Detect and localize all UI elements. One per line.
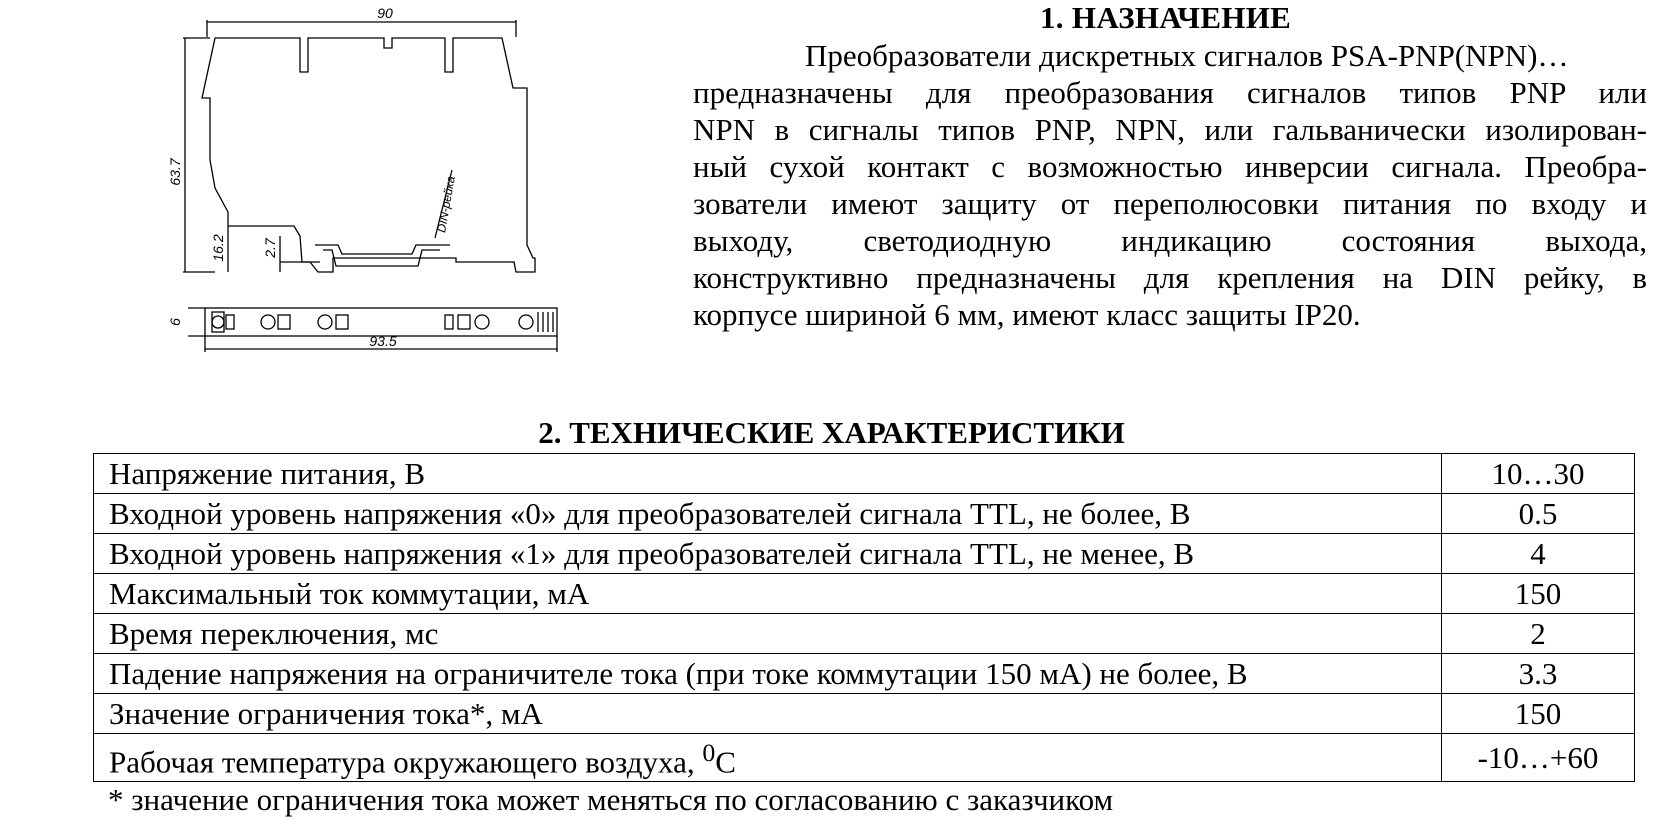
value-cell: 150 — [1442, 574, 1635, 614]
table-row — [94, 534, 1635, 574]
device-dimension-drawing — [160, 0, 610, 360]
value-cell: -10…+60 — [1442, 734, 1635, 782]
table-row — [94, 734, 1635, 782]
paragraph-line: выходу, светодиодную индикацию состояния выхода, — [693, 223, 1647, 258]
param-cell: Время переключения, мс — [94, 614, 1442, 654]
terminal — [226, 315, 234, 329]
value-cell: 2 — [1442, 614, 1635, 654]
side-view-body — [205, 308, 557, 336]
screw — [475, 315, 489, 329]
degree-sup: 0 — [702, 738, 716, 767]
param-cell: Входной уровень напряжения «0» для преобразователей сигнала TTL, не более, В — [94, 494, 1442, 534]
dim-height-label: 63.7 — [167, 158, 183, 186]
screw — [261, 315, 275, 329]
paragraph-line: предназначены для преобразования сигналов типов PNP или — [693, 75, 1647, 110]
value-cell: 3.3 — [1442, 654, 1635, 694]
param-text: Рабочая температура окружающего воздуха, — [109, 744, 703, 780]
value-cell: 10…30 — [1442, 454, 1635, 494]
dim-lower-label: 16.2 — [210, 234, 226, 262]
table-row — [94, 654, 1635, 694]
param-cell: Значение ограничения тока*, мА — [94, 694, 1442, 734]
table-row — [94, 574, 1635, 614]
din-rail-outline — [315, 245, 450, 266]
param-cell: Входной уровень напряжения «1» для преобразователей сигнала TTL, не менее, В — [94, 534, 1442, 574]
screw — [318, 315, 332, 329]
paragraph-line: Преобразователи дискретных сигналов PSA-PNP(NPN)… — [805, 38, 1569, 73]
section2-title: 2. ТЕХНИЧЕСКИЕ ХАРАКТЕРИСТИКИ — [538, 415, 1125, 450]
param-cell: Напряжение питания, В — [94, 454, 1442, 494]
param-cell: Максимальный ток коммутации, мА — [94, 574, 1442, 614]
dim-width-label: 90 — [377, 5, 393, 21]
specs-table — [93, 453, 1635, 782]
section1-title: 1. НАЗНАЧЕНИЕ — [1040, 0, 1292, 35]
paragraph-line: корпусе шириной 6 мм, имеют класс защиты IP20. — [693, 297, 1361, 332]
drawing-svg — [160, 0, 610, 360]
paragraph-line: ный сухой контакт с возможностью инверсии сигнала. Преобра- — [693, 149, 1647, 184]
param-cell: Падение напряжения на ограничителе тока (при токе коммутации 150 мА) не более, В — [94, 654, 1442, 694]
dim-thickness-label: 6 — [167, 318, 183, 326]
terminal — [278, 315, 290, 329]
screw — [212, 316, 224, 328]
value-cell: 4 — [1442, 534, 1635, 574]
dim-length-label: 93.5 — [369, 333, 397, 349]
footnote: * значение ограничения тока может меняться по согласованию с заказчиком — [108, 782, 1114, 817]
dim-rail-label: 2.7 — [262, 238, 278, 258]
table-row — [94, 454, 1635, 494]
terminal — [458, 315, 470, 329]
param-cell — [94, 734, 1442, 782]
terminal — [445, 315, 453, 329]
terminal — [336, 315, 348, 329]
housing-outline — [202, 38, 535, 272]
paragraph-line: NPN в сигналы типов PNP, NPN, или гальванически изолирован- — [693, 112, 1647, 147]
paragraph-line: зователи имеют защиту от переполюсовки питания по входу и — [693, 186, 1647, 221]
terminal — [212, 312, 224, 332]
value-cell: 0.5 — [1442, 494, 1635, 534]
paragraph-line: конструктивно предназначены для крепления на DIN рейку, в — [693, 260, 1647, 295]
din-rail-label: DIN-рейка — [434, 175, 458, 234]
section1-paragraph — [693, 37, 1647, 333]
unit-text: С — [715, 744, 736, 780]
table-row — [94, 694, 1635, 734]
table-row — [94, 494, 1635, 534]
table-row — [94, 614, 1635, 654]
value-cell: 150 — [1442, 694, 1635, 734]
screw — [519, 315, 533, 329]
